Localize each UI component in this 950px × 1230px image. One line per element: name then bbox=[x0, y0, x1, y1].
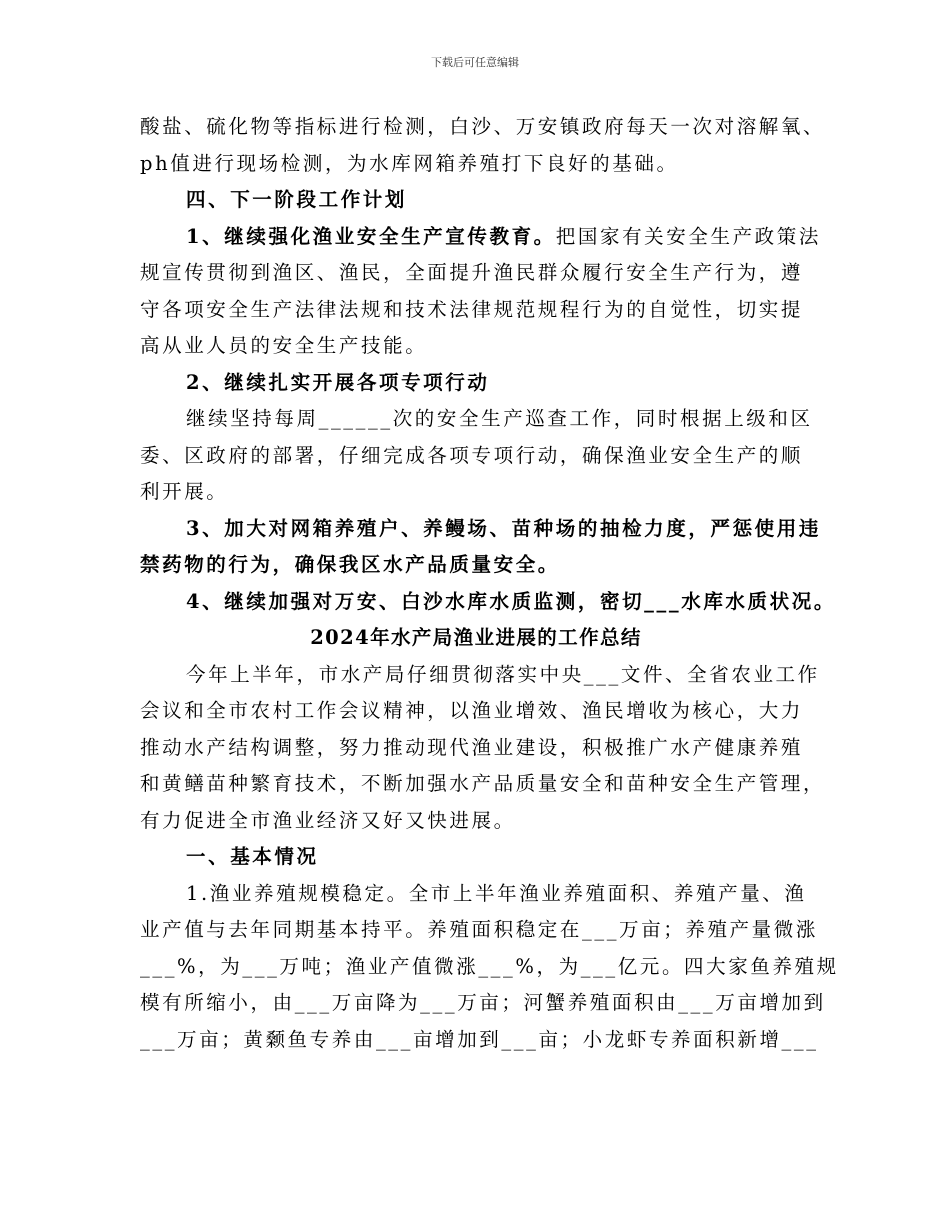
page-header: 下载后可任意编辑 bbox=[431, 56, 519, 69]
item-heading: 4、继续加强对万安、白沙水库水质监测，密切___水库水质状况。 bbox=[186, 589, 836, 613]
body-line: 今年上半年，市水产局仔细贯彻落实中央___文件、全省农业工作 bbox=[186, 662, 820, 686]
body-line: 高从业人员的安全生产技能。 bbox=[140, 334, 428, 357]
body-line: 守各项安全生产法律法规和技术法律规范规程行为的自觉性，切实提 bbox=[140, 297, 804, 321]
body-line: 继续坚持每周______次的安全生产巡查工作，同时根据上级和区 bbox=[186, 407, 813, 430]
body-line: 模有所缩小，由___万亩降为___万亩；河蟹养殖面积由___万亩增加到 bbox=[140, 991, 826, 1014]
body-line: 会议和全市农村工作会议精神，以渔业增效、渔民增收为核心，大力 bbox=[140, 699, 804, 722]
body-line: ___%，为___万吨；渔业产值微涨___%，为___亿元。四大家鱼养殖规 bbox=[140, 954, 839, 978]
item-text: 把国家有关安全生产政策法 bbox=[555, 224, 821, 248]
body-line: 有力促进全市渔业经济又好又快进展。 bbox=[140, 808, 516, 832]
body-line: ___万亩；黄颡鱼专养由___亩增加到___亩；小龙虾专养面积新增___ bbox=[140, 1027, 819, 1051]
item-heading: 3、加大对网箱养殖户、养鳗场、苗种场的抽检力度，严惩使用违 bbox=[186, 516, 821, 540]
body-line: ph值进行现场检测，为水库网箱养殖打下良好的基础。 bbox=[140, 151, 679, 175]
body-line: 委、区政府的部署，仔细完成各项专项行动，确保渔业安全生产的顺 bbox=[140, 443, 804, 467]
item-heading: 2、继续扎实开展各项专项行动 bbox=[186, 370, 490, 394]
body-line: 利开展。 bbox=[140, 480, 229, 503]
body-line: 规宣传贯彻到渔区、渔民，全面提升渔民群众履行安全生产行为，遵 bbox=[140, 261, 804, 284]
body-line bbox=[140, 219, 821, 256]
item-heading: 1、继续强化渔业安全生产宣传教育。 bbox=[186, 224, 556, 248]
document-title: 2024年水产局渔业进展的工作总结 bbox=[310, 626, 642, 649]
section-heading: 一、基本情况 bbox=[186, 845, 319, 868]
body-line: 1.渔业养殖规模稳定。全市上半年渔业养殖面积、养殖产量、渔 bbox=[186, 881, 807, 905]
body-line: 业产值与去年同期基本持平。养殖面积稳定在___万亩；养殖产量微涨 bbox=[140, 918, 818, 941]
body-line: 酸盐、硫化物等指标进行检测，白沙、万安镇政府每天一次对溶解氧、 bbox=[140, 115, 826, 138]
document-body bbox=[140, 109, 839, 1058]
body-line: 和黄鳝苗种繁育技术，不断加强水产品质量安全和苗种安全生产管理， bbox=[140, 772, 826, 795]
body-line: 推动水产结构调整，努力推动现代渔业建设，积极推广水产健康养殖 bbox=[140, 735, 804, 759]
item-heading: 禁药物的行为，确保我区水产品质量安全。 bbox=[140, 553, 560, 576]
section-heading: 四、下一阶段工作计划 bbox=[186, 188, 408, 211]
